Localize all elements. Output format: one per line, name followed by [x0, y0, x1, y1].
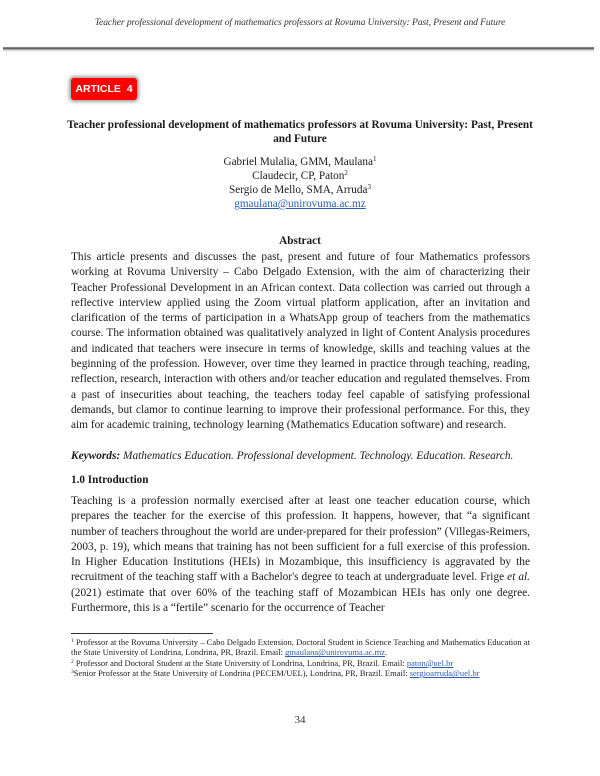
- author-list: [0, 155, 600, 211]
- footnote-text: Professor and Doctoral Student at the State University of Londrina, Londrina, PR, Brazil. Email:: [73, 657, 407, 668]
- introduction-heading: 1.0 Introduction: [71, 474, 149, 486]
- header-divider: [3, 47, 594, 50]
- article-badge: ARTICLE 4: [71, 78, 137, 100]
- footnote-number: 1: [71, 638, 74, 644]
- footnotes: [71, 637, 530, 679]
- footnote-ref[interactable]: 3: [367, 183, 371, 191]
- author-name: Sergio de Mello, SMA, Arruda: [229, 184, 368, 196]
- footnote-1: [71, 637, 530, 658]
- footnote-ref[interactable]: 1: [372, 155, 377, 163]
- page-number: 34: [294, 714, 306, 726]
- intro-etal: et al.: [507, 571, 530, 584]
- footnote-ref[interactable]: 2: [344, 169, 348, 177]
- author-name: Gabriel Mulalia, GMM, Maulana: [223, 156, 373, 168]
- footnote-2: [71, 658, 530, 668]
- footnote-email-link[interactable]: sergioarruda@uel.br: [409, 668, 480, 679]
- abstract-text: This article presents and discusses the past, present and future of four Mathematics professors working at Rovuma University – Cabo Delgado Extension, with the aim of characterizing their Teacher Professional Development in an African context. Data collection was carried out through a reflective interview applied using the Zoom virtual platform application, after an invitation and clarification of the terms of participation in a WhatsApp group of teachers from the mathematics course. The information obtained was qualitatively analyzed in light of Content Analysis procedures and indicated that teachers were insecure in terms of knowledge, skills and teaching values at the beginning of the profession. However, over time they learned in practice through teaching, reading, reflection, research, interaction with others and/or teacher education and regulated themselves. From a past of insecurities about teaching, the teachers today feel capable of satisfying professional demands, but clamor to continue learning to improve their professional performance. For this, they aim for academic training, technology learning (Mathematics Education software) and research.: [71, 251, 530, 432]
- keywords-label: Keywords:: [71, 450, 121, 462]
- footnote-text: Senior Professor at the State University of Londrina (PECEM/UEL), Londrina, PR, Brazil. Email:: [73, 668, 410, 679]
- introduction-text: [71, 494, 530, 616]
- footnote-divider: [71, 633, 213, 634]
- author-line: [0, 183, 600, 197]
- keywords: [71, 449, 530, 464]
- abstract-heading: Abstract: [279, 235, 321, 247]
- footnote-email-link[interactable]: paton@uel.br: [406, 657, 454, 668]
- contact-email-link[interactable]: gmaulana@unirovuma.ac.mz: [234, 198, 366, 210]
- author-line: [0, 155, 600, 169]
- article-title: Teacher professional development of mathematics professors at Rovuma University: Past, Present and Future: [67, 119, 533, 145]
- footnote-3: [71, 668, 530, 678]
- running-header: Teacher professional development of mathematics professors at Rovuma University: Past, Present and Future: [94, 17, 506, 28]
- footnote-suffix: .: [385, 647, 388, 658]
- intro-text-part: Teaching is a profession normally exercised after at least one teacher education course, which prepares the teacher for the exercise of this profession. It happens, however, that “a significant number of teachers throughout the world are under-prepared for their profession” (Villegas-Reimers, 2003, p. 19), which means that training has not been sufficient for a full exercise of this profession. In Higher Education Institutions (HEIs) in Mozambique, this insufficiency is aggravated by the recruitment of the teaching staff with a Bachelor's degree to teach at undergraduate level. Frige: [71, 495, 530, 584]
- intro-text-part: (2021) estimate that over 60% of the teaching staff of Mozambican HEIs has only one degree. Furthermore, this is a “fertile” scenario for the occurrence of Teacher: [71, 586, 530, 615]
- footnote-email-link[interactable]: gmaulana@unirovuma.ac.mz: [285, 647, 385, 658]
- author-line: [0, 169, 600, 183]
- footnote-text: Professor at the Rovuma University – Cabo Delgado Extension, Doctoral Student in Science Teaching and Mathematics Education at the State University of Londrina, Londrina, PR, Brazil. Email:: [71, 637, 530, 658]
- keywords-text: Mathematics Education. Professional development. Technology. Education. Research.: [123, 450, 514, 462]
- footnote-number: 2: [71, 658, 74, 665]
- footnote-number: 3: [71, 669, 74, 676]
- author-name: Claudecir, CP, Paton: [252, 170, 345, 182]
